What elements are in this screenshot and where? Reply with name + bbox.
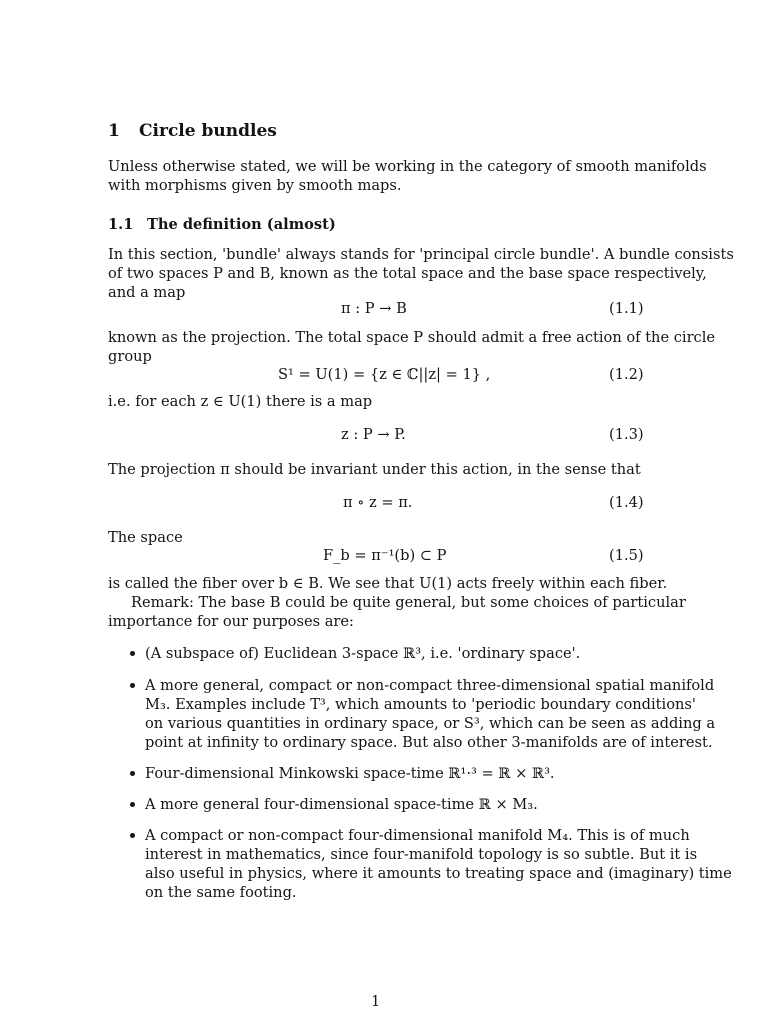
equation-number-1-2: (1.2) [609, 366, 644, 383]
para5: The space [108, 529, 183, 546]
bullet-3-line-1: Four-dimensional Minkowski space-time ℝ¹·³ = ℝ × ℝ³. [145, 765, 555, 782]
para1-line-3: and a map [108, 284, 186, 301]
para4: The projection π should be invariant under this action, in the sense that [108, 461, 641, 478]
bullet-4-line-1: A more general four-dimensional space-time ℝ × M₃. [145, 796, 538, 813]
remark-line-1: Remark: The base B could be quite general, but some choices of particular [131, 594, 686, 611]
bullet-marker [130, 651, 135, 656]
bullet-5-line-3: also useful in physics, where it amounts to treating space and (imaginary) time [145, 865, 732, 882]
subsection-title: The definition (almost) [147, 216, 336, 233]
bullet-marker [130, 683, 135, 688]
bullet-5-line-1: A compact or non-compact four-dimensional manifold M₄. This is of much [145, 827, 690, 844]
bullet-2-line-3: on various quantities in ordinary space, or S³, which can be seen as adding a [145, 715, 716, 732]
para2-line-1: known as the projection. The total space P should admit a free action of the circle [108, 329, 716, 346]
equation-number-1-3: (1.3) [609, 426, 644, 443]
equation-number-1-1: (1.1) [609, 300, 644, 317]
bullet-5-line-2: interest in mathematics, since four-manifold topology is so subtle. But it is [145, 846, 698, 863]
subsection-number: 1.1 [108, 216, 134, 233]
para1-line-2: of two spaces P and B, known as the total space and the base space respectively, [108, 265, 707, 282]
bullet-1-line-1: (A subspace of) Euclidean 3-space ℝ³, i.e. 'ordinary space'. [145, 645, 581, 662]
equation-1-5: F_b = π⁻¹(b) ⊂ P [323, 547, 447, 564]
bullet-2-line-1: A more general, compact or non-compact three-dimensional spatial manifold [145, 677, 715, 694]
equation-1-3: z : P → P. [341, 426, 406, 443]
para3: i.e. for each z ∈ U(1) there is a map [108, 393, 373, 410]
bullet-marker [130, 833, 135, 838]
para6: is called the fiber over b ∈ B. We see that U(1) acts freely within each fiber. [108, 575, 668, 592]
intro-line-1: Unless otherwise stated, we will be working in the category of smooth manifolds [108, 158, 707, 175]
section-number: 1 [108, 121, 120, 141]
equation-1-1: π : P → B [341, 300, 407, 317]
para1-line-1: In this section, 'bundle' always stands for 'principal circle bundle'. A bundle consists [108, 246, 734, 263]
bullet-marker [130, 802, 135, 807]
page-number: 1 [371, 993, 381, 1010]
bullet-5-line-4: on the same footing. [145, 884, 297, 901]
intro-line-2: with morphisms given by smooth maps. [108, 177, 402, 194]
bullet-2-line-4: point at infinity to ordinary space. But also other 3-manifolds are of interest. [145, 734, 713, 751]
bullet-2-line-2: M₃. Examples include T³, which amounts to 'periodic boundary conditions' [145, 696, 696, 713]
section-title: Circle bundles [139, 121, 277, 141]
equation-1-2: S¹ = U(1) = {z ∈ ℂ||z| = 1} , [278, 366, 491, 383]
para2-line-2: group [108, 348, 152, 365]
bullet-marker [130, 771, 135, 776]
remark-line-2: importance for our purposes are: [108, 613, 354, 630]
equation-number-1-5: (1.5) [609, 547, 644, 564]
equation-number-1-4: (1.4) [609, 494, 644, 511]
equation-1-4: π ∘ z = π. [343, 494, 413, 511]
